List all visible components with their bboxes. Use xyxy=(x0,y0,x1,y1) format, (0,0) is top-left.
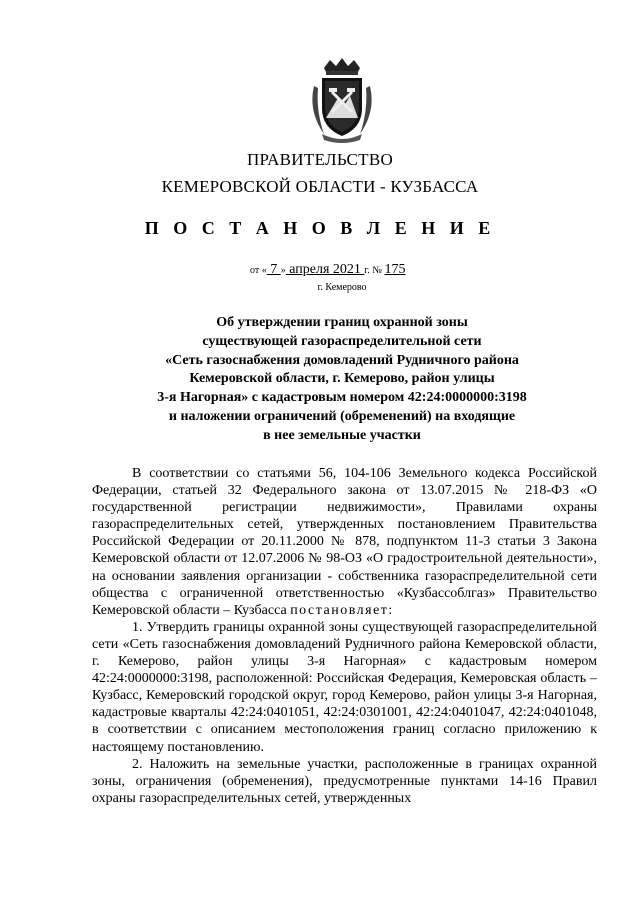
item-1-paragraph: 1. Утвердить границы охранной зоны существующей газораспределительной сети «Сеть газоснабжения домовладений Рудничного района Кемеровской области, г. Кемерово, район улицы 3-я Нагорная» с кадастровым номером 42:24:0000000:3198, расположенной: Российская Федерация, Кемеровская область – Кузбасс, Кемеровский городской округ, город Кемерово, район улицы 3-я Нагорная, кадастровые кварталы 42:24:0401051, 42:24:0301001, 42:24:0401047, 42:24:0401048, в соответствии с описанием местоположения границ согласно приложению к настоящему постановлению. xyxy=(92,619,597,755)
date-year-suffix: г. xyxy=(364,265,370,276)
document-city: г. Кемерово xyxy=(317,282,367,293)
subject-line: «Сеть газоснабжения домовладений Рудничного района xyxy=(165,352,519,368)
date-day: 7 xyxy=(266,262,281,277)
document-number: 175 xyxy=(384,262,406,277)
subject-line: Об утверждении границ охранной зоны xyxy=(216,315,468,330)
subject-line: 3-я Нагорная» с кадастровым номером 42:24:0000000:3198 xyxy=(157,390,527,406)
date-quote-close: » xyxy=(280,265,286,276)
document-body xyxy=(92,465,597,807)
document-subject xyxy=(120,314,564,446)
subject-line: существующей газораспределительной сети xyxy=(202,333,482,349)
date-prefix: от « xyxy=(250,265,267,276)
government-name-line1: ПРАВИТЕЛЬСТВО xyxy=(246,150,394,169)
number-label: № xyxy=(369,265,385,276)
resolves-word: постановляет: xyxy=(290,602,394,618)
preamble-text: В соответствии со статьями 56, 104-106 Земельного кодекса Российской Федерации, статьей 32 Федерального закона от 13.07.2015 № 218-ФЗ «О государственной регистрации недвижимости», Правилами охраны газораспределительных сетей, утвержденных постановлением Правительства Российской Федерации от 20.11.2000 № 878, подпунктом 11-3 статьи 3 Закона Кемеровской области от 12.07.2006 № 98-ОЗ «О градостроительной деятельности», на основании заявления организации - собственника газораспределительной сети общества с ограниченной ответственностью «Кузбассоблгаз» Правительство Кемеровской области – Кузбасса xyxy=(92,466,597,618)
subject-line: Кемеровской области, г. Кемерово, район улицы xyxy=(189,371,495,387)
preamble-paragraph xyxy=(92,465,597,619)
subject-line: и наложении ограничений (обременений) на входящие xyxy=(168,408,516,424)
date-month-year: апреля 2021 xyxy=(285,262,365,277)
coat-of-arms-emblem xyxy=(302,56,382,144)
item-2-paragraph: 2. Наложить на земельные участки, расположенные в границах охранной зоны, ограничения (обременения), предусмотренные пунктами 14-16 Правил охраны газораспределительных сетей, утвержденных xyxy=(92,756,597,806)
government-name-line2: КЕМЕРОВСКОЙ ОБЛАСТИ - КУЗБАССА xyxy=(161,177,479,196)
document-type-title: П О С Т А Н О В Л Е Н И Е xyxy=(144,218,496,238)
subject-line: в нее земельные участки xyxy=(263,427,421,443)
document-dateline xyxy=(250,262,405,278)
